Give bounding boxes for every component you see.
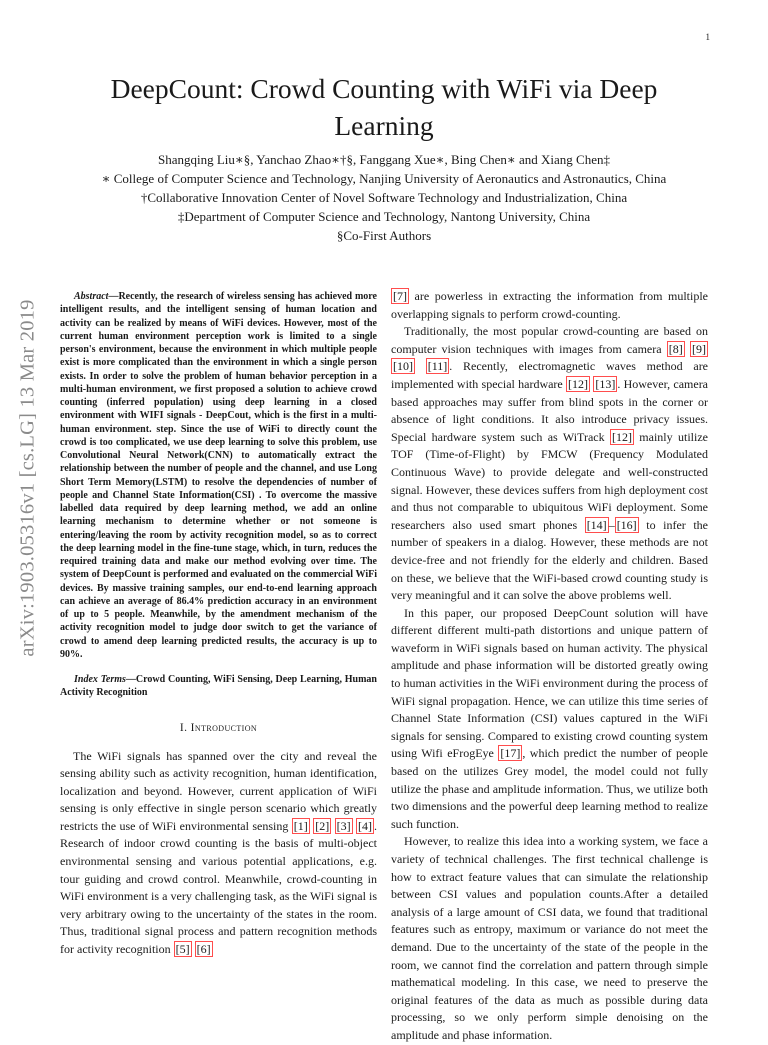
text-run: Traditionally, the most popular crowd-counting are based on computer vision techniques with images from camera <box>391 324 708 356</box>
text-run: to infer the number of speakers in a dialog. However, these methods are not device-free and not friendly for the elderly and children. Based on these, we believe that the WiFi-based crowd counting study is very meaningful and it can solve the above problems well. <box>391 517 708 603</box>
right-paragraph-1 <box>391 323 708 605</box>
citation-link[interactable]: [13] <box>595 376 616 391</box>
arxiv-stamp-text: arXiv:1903.05316v1 [cs.LG] 13 Mar 2019 <box>16 299 39 657</box>
text-run: . However, camera based approaches may suffer from blind spots in the corner or absence of light conditions. It also introduce privacy issues. Special hardware system such as WiTrack <box>391 376 709 444</box>
index-terms-text: —Crowd Counting, WiFi Sensing, Deep Learning, Human Activity Recognition <box>60 674 377 699</box>
text-run: In this paper, our proposed DeepCount solution will have different different multi-path distortions and unique pattern of waveform in WiFi signals based on human activity. The physical amplitude and phase information will be distorted greatly owing to human activities in the WiFi environment during the process of WiFi signal propagation. Hence, we can utilize this time series of Channel State Information (CSI) values captured in the WiFi signals for sensing. Compared to existing crowd counting system using Wifi eFrogEye <box>391 605 708 761</box>
text-run: The WiFi signals has spanned over the city and reveal the sensing ability such as activity recognition, human identification, localization and beyond. However, current application of WiFi sensing is only effective in single person scenario which greatly restricts the use of WiFi environmental sensing <box>60 748 377 833</box>
affiliation-3: ‡Department of Computer Science and Technology, Nantong University, China <box>177 209 591 224</box>
paper-title: DeepCount: Crowd Counting with WiFi via Deep Learning <box>110 73 658 141</box>
text-run: mainly utilize TOF (Time-of-Flight) by FMCW (Frequency Modulated Continuous Wave) to provide delegate and well-constructed signal. However, these devices suffers from high deployment cost and thus not comparable to ubiquitous WiFi deployment. Some researchers also used smart phones <box>391 429 708 532</box>
text-run: are powerless in extracting the information from multiple overlapping signals to perform crowd-counting. <box>391 289 708 321</box>
right-paragraph-2 <box>391 605 708 834</box>
right-paragraph-3: However, to realize this idea into a working system, we face a variety of technical challenges. The first technical challenge is how to extract feature values that can simulate the relationship between CSI values and population counts.After a detailed analysis of a large amount of CSI data, we found that traditional features such as entropy, maximum or variance do not meet the demand. Due to the uncertainty of the state of the people in the room, we cannot find the correlation and pattern through simple mathematical modeling. In this case, we need to preserve the original features of the data as much as possible during data processing, so we only perform simple denoising on the amplitude and phase information. <box>391 834 708 1042</box>
citation-link[interactable]: [4] <box>358 818 373 833</box>
citation-link[interactable]: [8] <box>668 341 683 356</box>
citation-link[interactable]: [11] <box>427 359 448 374</box>
citation-link[interactable]: [6] <box>196 942 211 957</box>
intro-paragraph-1 <box>60 748 377 959</box>
right-column <box>391 288 708 1045</box>
page-number: 1 <box>705 32 710 42</box>
arxiv-stamp <box>8 268 48 688</box>
text-run: – <box>608 517 615 532</box>
left-column <box>60 290 377 959</box>
text-run: , which predict the number of people based on the utilizes Grey model, the model could not fully utilize the phase and amplitude information. Thus, we utilize both two dimensions and the powerful deep learning method to realize such function. <box>391 746 708 831</box>
citation-link[interactable]: [10] <box>393 359 413 374</box>
abstract <box>60 290 377 661</box>
index-terms <box>60 673 377 700</box>
citation-link[interactable]: [17] <box>500 746 521 761</box>
text-run: . Research of indoor crowd counting is the basis of multi-object environmental sensing and various potential applications, e.g. tour guiding and crowd control. Meanwhile, crowd-counting in WiFi environment is a very challenging task, as the WiFi signal is very arbitrary owing to the uncertainty of the states in the room. Thus, traditional signal process and pattern recognition methods for activity recognition <box>60 818 378 957</box>
citation-link[interactable]: [3] <box>336 818 351 833</box>
abstract-label: Abstract <box>74 291 109 302</box>
citation-link[interactable]: [7] <box>393 289 407 303</box>
citation-link[interactable]: [5] <box>175 942 190 957</box>
citation-link[interactable]: [14] <box>586 517 607 532</box>
affiliation-1: ∗ College of Computer Science and Technology, Nanjing University of Aeronautics and Astronautics, China <box>101 171 667 186</box>
affiliation-4: §Co-First Authors <box>336 228 432 243</box>
citation-link[interactable]: [2] <box>315 818 330 833</box>
citation-link[interactable]: [12] <box>611 429 632 444</box>
author-list: Shangqing Liu∗§, Yanchao Zhao∗†§, Fanggang Xue∗, Bing Chen∗ and Xiang Chen‡ <box>157 152 611 167</box>
section-heading-introduction: I. Introduction <box>179 721 258 734</box>
text-run: . Recently, electromagnetic waves method are implemented with special hardware <box>391 359 709 391</box>
citation-link[interactable]: [12] <box>568 376 589 391</box>
right-paragraph-continued <box>391 288 708 323</box>
citation-link[interactable]: [1] <box>293 818 308 833</box>
citation-link[interactable]: [16] <box>616 517 637 532</box>
index-terms-label: Index Terms <box>74 674 126 685</box>
affiliation-2: †Collaborative Innovation Center of Novel Software Technology and Industrialization, China <box>140 190 628 205</box>
citation-link[interactable]: [9] <box>692 341 706 356</box>
author-block <box>60 150 708 245</box>
abstract-text: —Recently, the research of wireless sensing has achieved more intelligent results, and the intelligent sensing of human location and activity can be realized by means of WiFi devices. However, most of the current human environment perception work is limited to a single person's environment, because the environment in which multiple people exist is more complicated than the environment in which a single person exists. In order to solve the problem of human behavior perception in a multi-human environment, we first proposed a solution to achieve crowd counting (inferred population) using deep learning in a closed environment with WIFI signals - DeepCout, which is the first in a multi-human environment. step. Since the use of WiFi to directly count the crowd is too complicated, we use deep learning to solve this problem, use Convolutional Neural Network(CNN) to automatically extract the relationship between the number of people and the channel, and use Long Short Term Memory(LSTM) to resolve the dependencies of number of people and Channel State Information(CSI) . To overcome the massive labelled data required by deep learning method, we add an online learning mechanism to determine whether or not someone is entering/leaving the room by activity recognition model, so as to correct the deep learning model in the fine-tune stage, which, in turn, reduces the required training data and make our method evolving over time. The system of DeepCount is performed and evaluated on the commercial WiFi devices. By massive training samples, our end-to-end learning approach can achieve an average of 86.4% prediction accuracy in an environment of up to 5 people. Meanwhile, by the amendment mechanism of the activity recognition model to judge door switch to get the variance of crowd to amend deep learning predicted results, the accuracy is up to 90%. <box>60 291 377 660</box>
